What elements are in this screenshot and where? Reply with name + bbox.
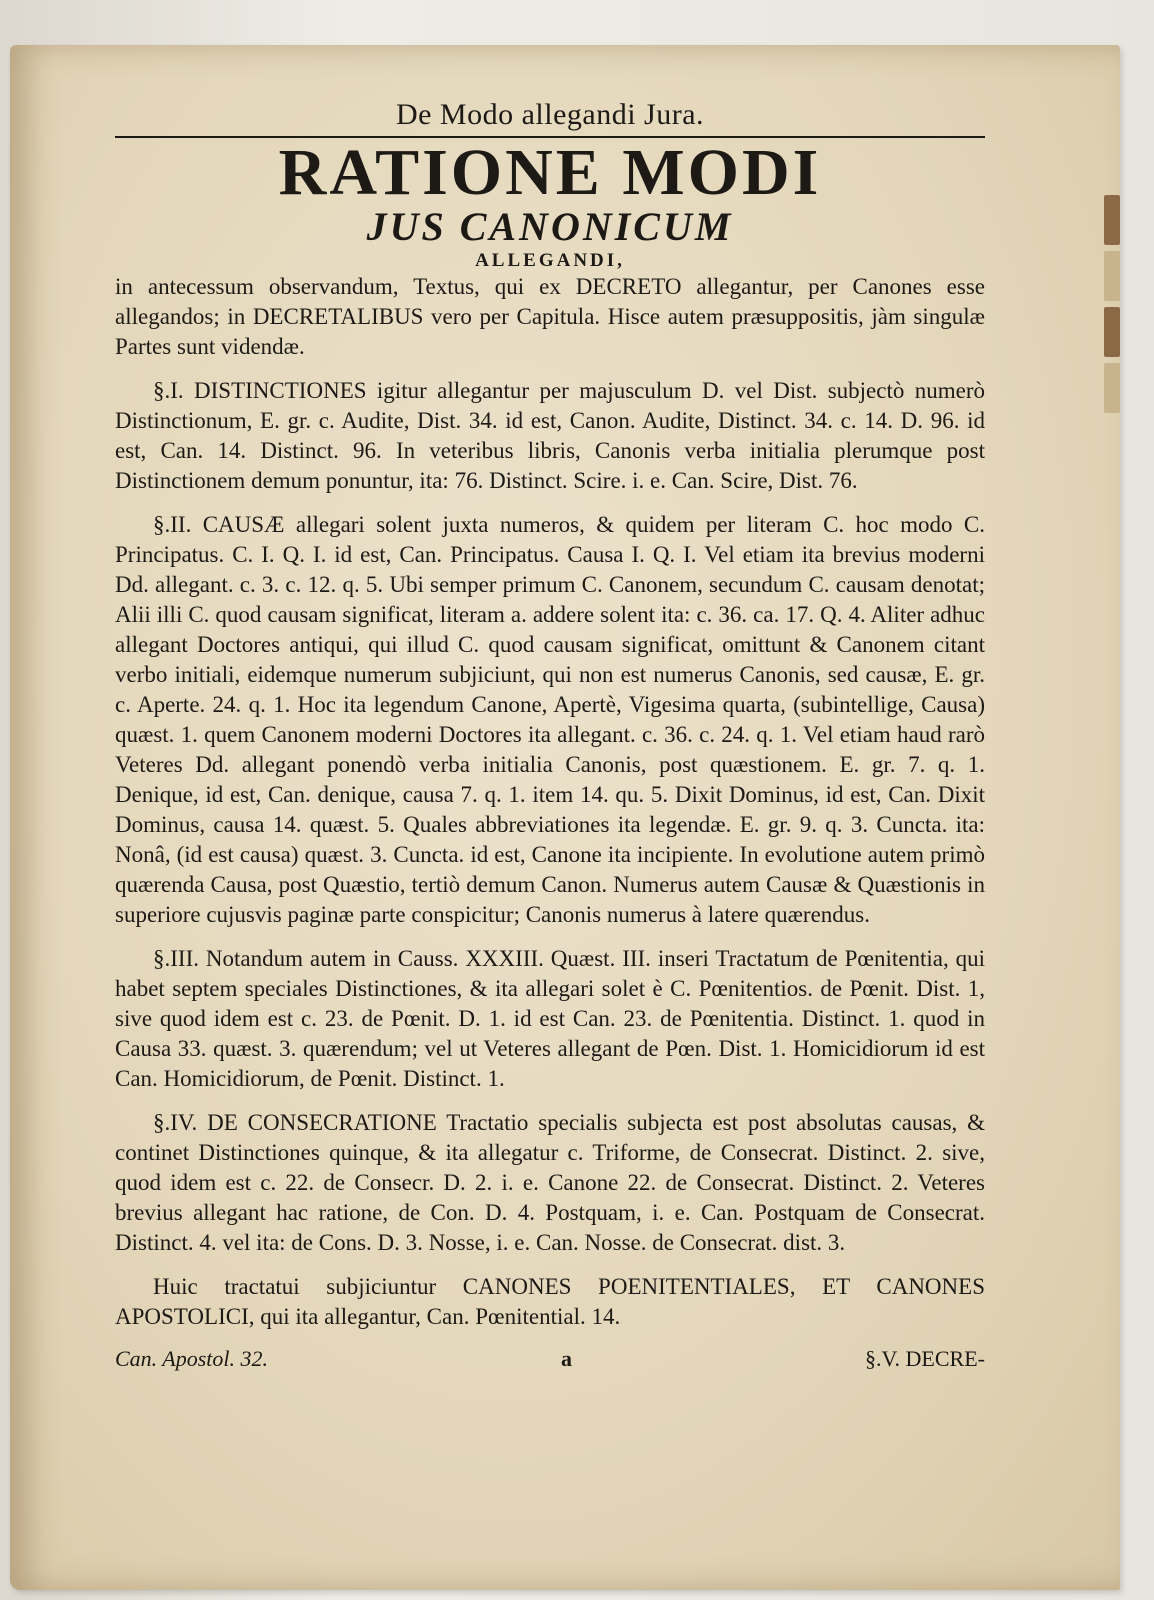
paragraph-causae: §.II. CAUSÆ allegari solent juxta numeros, & quidem per literam C. hoc modo C. Principatus. C. I. Q. I. id est, Can. Principatus. Causa I. Q. I. Vel etiam ita brevius moderni Dd. allegant. c. 3. c. 12. q. 5. Ubi semper primum C. Canonem, secundum C. causam denotat; Alii illi C. quod causam significat, literam a. addere solent ita: c. 36. ca. 17. Q. 4. Aliter adhuc allegant Doctores antiqui, qui illud C. quod causam significat, omittunt & Canonem citant verbo initiali, eidemque numerum subjiciunt, qui non est numerus Canonis, sed causæ, E. gr. c. Aperte. 24. q. 1. Hoc ita legendum Canone, Apertè, Vigesima quarta, (subintellige, Causa) quæst. 1. quem Canonem moderni Doctores ita allegant. c. 36. c. 24. q. 1. Vel etiam haud rarò Veteres Dd. allegant ponendò verba initialia Canonis, post quæstionem. E. gr. 7. q. 1. Denique, id est, Can. denique, causa 7. q. 1. item 14. qu. 5. Dixit Dominus, id est, Can. Dixit Dominus, causa 14. quæst. 5. Quales abbreviationes ita legendæ. E. gr. 9. q. 3. Cuncta. ita: Nonâ, (id est causa) quæst. 3. Cuncta. id est, Canone ita incipiente. In evolutione autem primò quærenda Causa, post Quæstio, tertiò demum Canon. Numerus autem Causæ & Quæstionis in superiore cujusvis paginæ parte conspicitur; Canonis numerus à latere quærendus. [115, 512, 985, 927]
title-main: RATIONE MODI [278, 136, 822, 209]
running-head [115, 98, 985, 138]
title-third: ALLEGANDI, [475, 250, 625, 271]
page-footer [115, 1346, 985, 1372]
page-edge-tabs [1104, 195, 1122, 419]
edge-tab [1104, 307, 1120, 357]
paragraph-distinctiones: §.I. DISTINCTIONES igitur allegantur per majusculum D. vel Dist. subjectò numerò Distinctionum, E. gr. c. Audite, Dist. 34. id est, Canon. Audite, Distinct. 34. c. 14. D. 96. id est, Can. 14. Distinct. 96. In veteribus libris, Canonis verba initialia plerumque post Distinctionem demum ponuntur, ita: 76. Distinct. Scire. i. e. Can. Scire, Dist. 76. [115, 378, 985, 493]
paragraph-canones: Huic tractatui subjiciuntur CANONES POENITENTIALES, ET CANONES APOSTOLICI, qui ita allegantur, Can. Pœnitential. 14. [115, 1274, 985, 1329]
catchword: §.V. DECRE- [864, 1346, 985, 1371]
title-sub: JUS CANONICUM [366, 204, 734, 249]
signature-mark: a [561, 1346, 572, 1371]
text-block [115, 98, 985, 1372]
paragraph-notandum: §.III. Notandum autem in Causs. XXXIII. Quæst. III. inseri Tractatum de Pœnitentia, qui habet septem speciales Distinctiones, & ita allegari solet è C. Pœnitentios. de Pœnit. Dist. 1, sive quod idem est c. 23. de Pœnit. D. 1. id est Can. 23. de Pœnitentia. Distinct. 1. quod in Causa 33. quæst. 3. quærendum; vel ut Veteres allegant de Pœn. Dist. 1. Homicidiorum id est Can. Homicidiorum, de Pœnit. Distinct. 1. [115, 946, 985, 1091]
paragraph-consecratione: §.IV. DE CONSECRATIONE Tractatio specialis subjecta est post absolutas causas, & continet Distinctiones quinque, & ita allegatur c. Triforme, de Consecrat. Distinct. 2. sive, quod idem est c. 22. de Consecr. D. 2. i. e. Canone 22. de Consecrat. Distinct. 2. Veteres brevius allegant hac ratione, de Con. D. 4. Postquam, i. e. Can. Postquam de Consecrat. Distinct. 4. vel ita: de Cons. D. 3. Nosse, i. e. Can. Nosse. de Consecrat. dist. 3. [115, 1110, 985, 1255]
paragraph-intro: in antecessum observandum, Textus, qui ex DECRETO allegantur, per Canones esse allegandos; in DECRETALIBUS vero per Capitula. Hisce autem præsuppositis, jàm singulæ Partes sunt videndæ. [115, 274, 985, 359]
edge-tab [1104, 195, 1120, 245]
running-head-text: De Modo allegandi Jura. [395, 98, 705, 131]
edge-tab [1104, 363, 1120, 413]
edge-tab [1104, 251, 1120, 301]
footer-citation: Can. Apostol. 32. [115, 1346, 269, 1371]
